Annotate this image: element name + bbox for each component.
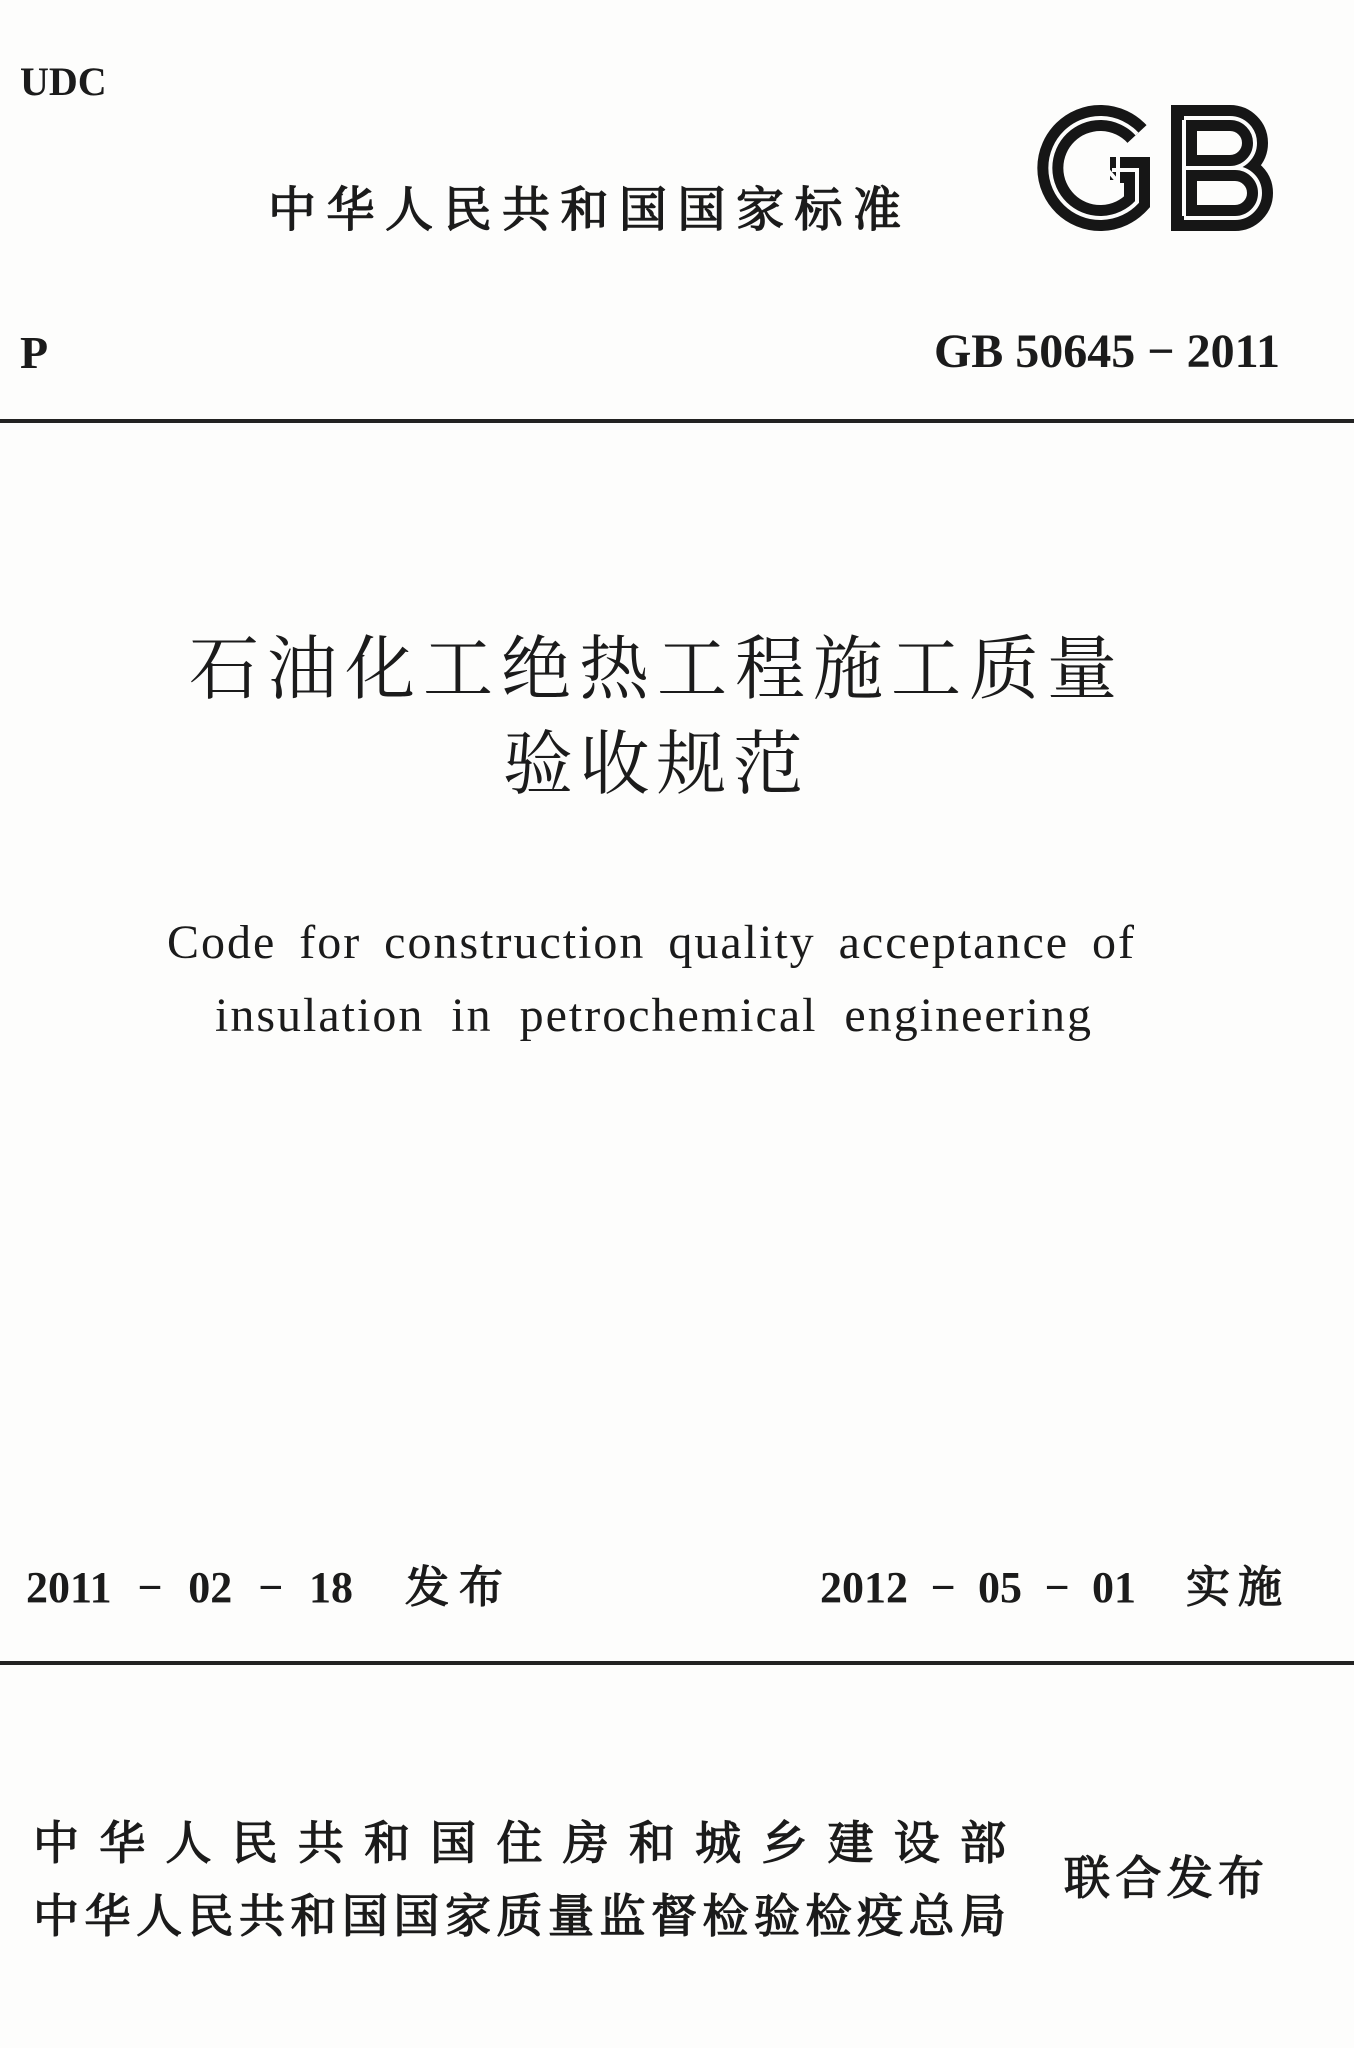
title-zh-line-2: 验收规范 [503, 723, 803, 805]
issue-date: 2011 − 02 − 18 [26, 1563, 353, 1612]
classification-code: P [20, 327, 49, 378]
effective-date: 2012 − 05 − 01 [820, 1563, 1136, 1612]
title-zh-line-1: 石油化工绝热工程施工质量 [189, 628, 1117, 710]
top-divider [0, 419, 1354, 423]
effective-label: 实施 [1186, 1562, 1282, 1613]
udc-label: UDC [20, 59, 107, 104]
issue-label: 发布 [405, 1562, 503, 1613]
bottom-divider [0, 1661, 1354, 1665]
publisher-line-2: 中华人民共和国国家质量监督检验检疫总局 [33, 1889, 1006, 1943]
title-en-line-1: Code for construction quality acceptance of [167, 916, 1136, 969]
standard-number: GB 50645 − 2011 [933, 325, 1280, 378]
publisher-line-1: 中华人民共和国住房和城乡建设部 [33, 1816, 1006, 1870]
title-en-line-2: insulation in petrochemical engineering [215, 989, 1093, 1042]
gb-logo [1032, 104, 1280, 232]
joint-publication-label: 联合发布 [1064, 1851, 1264, 1905]
standard-type-heading: 中华人民共和国国家标准 [268, 182, 901, 238]
